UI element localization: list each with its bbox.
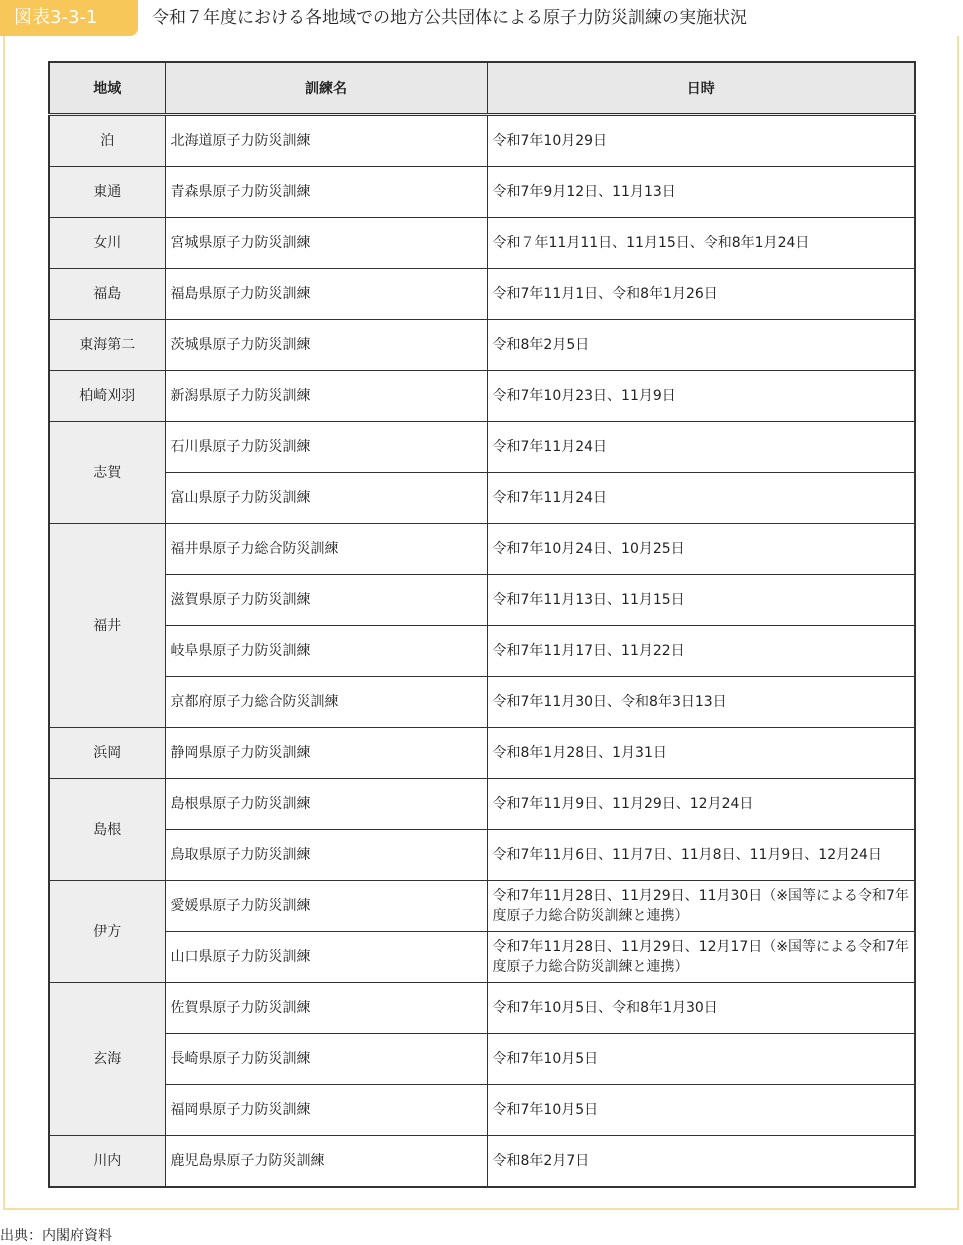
drill-name-cell: 新潟県原子力防災訓練 <box>165 371 487 422</box>
table-body <box>49 115 915 1188</box>
date-cell: 令和7年11月24日 <box>487 422 915 473</box>
figure-title: 令和７年度における各地域での地方公共団体による原子力防災訓練の実施状況 <box>152 8 747 28</box>
date-cell: 令和7年10月29日 <box>487 115 915 167</box>
region-cell: 東通 <box>49 167 165 218</box>
date-cell: 令和７年11月11日、11月15日、令和8年1月24日 <box>487 218 915 269</box>
table-row <box>49 575 915 626</box>
date-cell: 令和7年11月13日、11月15日 <box>487 575 915 626</box>
drill-name-cell: 宮城県原子力防災訓練 <box>165 218 487 269</box>
table-row <box>49 728 915 779</box>
date-cell: 令和7年10月5日、令和8年1月30日 <box>487 983 915 1034</box>
region-cell: 東海第二 <box>49 320 165 371</box>
date-cell: 令和7年10月24日、10月25日 <box>487 524 915 575</box>
drill-name-cell: 福岡県原子力防災訓練 <box>165 1085 487 1136</box>
region-cell: 福島 <box>49 269 165 320</box>
date-cell: 令和7年9月12日、11月13日 <box>487 167 915 218</box>
date-cell: 令和7年11月17日、11月22日 <box>487 626 915 677</box>
date-cell: 令和7年11月28日、11月29日、11月30日（※国等による令和7年度原子力総合防災訓練と連携） <box>487 881 915 932</box>
drill-name-cell: 福井県原子力総合防災訓練 <box>165 524 487 575</box>
drill-name-cell: 石川県原子力防災訓練 <box>165 422 487 473</box>
drill-name-cell: 北海道原子力防災訓練 <box>165 115 487 167</box>
drill-name-cell: 静岡県原子力防災訓練 <box>165 728 487 779</box>
table-row <box>49 473 915 524</box>
region-cell: 島根 <box>49 779 165 881</box>
date-cell: 令和8年2月5日 <box>487 320 915 371</box>
table-row <box>49 1085 915 1136</box>
date-cell: 令和7年11月1日、令和8年1月26日 <box>487 269 915 320</box>
figure-header <box>0 0 963 36</box>
drill-name-cell: 愛媛県原子力防災訓練 <box>165 881 487 932</box>
table-row <box>49 677 915 728</box>
drill-name-cell: 鳥取県原子力防災訓練 <box>165 830 487 881</box>
table-row <box>49 1136 915 1188</box>
drill-name-cell: 長崎県原子力防災訓練 <box>165 1034 487 1085</box>
drill-name-cell: 滋賀県原子力防災訓練 <box>165 575 487 626</box>
date-cell: 令和7年11月30日、令和8年3日13日 <box>487 677 915 728</box>
drill-name-cell: 茨城県原子力防災訓練 <box>165 320 487 371</box>
table-header-row <box>49 62 915 115</box>
drill-name-cell: 京都府原子力総合防災訓練 <box>165 677 487 728</box>
table-row <box>49 115 915 167</box>
table-row <box>49 218 915 269</box>
drill-name-cell: 福島県原子力防災訓練 <box>165 269 487 320</box>
date-cell: 令和7年11月24日 <box>487 473 915 524</box>
date-cell: 令和7年11月9日、11月29日、12月24日 <box>487 779 915 830</box>
region-cell: 志賀 <box>49 422 165 524</box>
region-cell: 川内 <box>49 1136 165 1188</box>
table-row <box>49 626 915 677</box>
table-row <box>49 320 915 371</box>
region-cell: 柏崎刈羽 <box>49 371 165 422</box>
table-row <box>49 524 915 575</box>
header-date: 日時 <box>487 62 915 115</box>
table-row <box>49 371 915 422</box>
region-cell: 泊 <box>49 115 165 167</box>
drill-name-cell: 岐阜県原子力防災訓練 <box>165 626 487 677</box>
table-row <box>49 881 915 932</box>
source-note: 出典：内閣府資料 <box>0 1228 112 1244</box>
date-cell: 令和7年10月5日 <box>487 1034 915 1085</box>
date-cell: 令和7年10月5日 <box>487 1085 915 1136</box>
region-cell: 福井 <box>49 524 165 728</box>
header-region: 地域 <box>49 62 165 115</box>
drill-name-cell: 島根県原子力防災訓練 <box>165 779 487 830</box>
table-row <box>49 830 915 881</box>
region-cell: 玄海 <box>49 983 165 1136</box>
table-row <box>49 983 915 1034</box>
table-row <box>49 422 915 473</box>
date-cell: 令和8年2月7日 <box>487 1136 915 1188</box>
date-cell: 令和7年11月6日、11月7日、11月8日、11月9日、12月24日 <box>487 830 915 881</box>
table-row <box>49 779 915 830</box>
drill-name-cell: 鹿児島県原子力防災訓練 <box>165 1136 487 1188</box>
drill-table <box>48 61 916 1188</box>
figure-label: 図表3-3-1 <box>0 0 138 36</box>
drill-name-cell: 富山県原子力防災訓練 <box>165 473 487 524</box>
table-row <box>49 167 915 218</box>
date-cell: 令和8年1月28日、1月31日 <box>487 728 915 779</box>
table-row <box>49 269 915 320</box>
table-row <box>49 1034 915 1085</box>
header-drill-name: 訓練名 <box>165 62 487 115</box>
region-cell: 浜岡 <box>49 728 165 779</box>
table-row <box>49 932 915 983</box>
region-cell: 女川 <box>49 218 165 269</box>
drill-name-cell: 佐賀県原子力防災訓練 <box>165 983 487 1034</box>
date-cell: 令和7年11月28日、11月29日、12月17日（※国等による令和7年度原子力総合防災訓練と連携） <box>487 932 915 983</box>
drill-name-cell: 青森県原子力防災訓練 <box>165 167 487 218</box>
region-cell: 伊方 <box>49 881 165 983</box>
drill-name-cell: 山口県原子力防災訓練 <box>165 932 487 983</box>
date-cell: 令和7年10月23日、11月9日 <box>487 371 915 422</box>
